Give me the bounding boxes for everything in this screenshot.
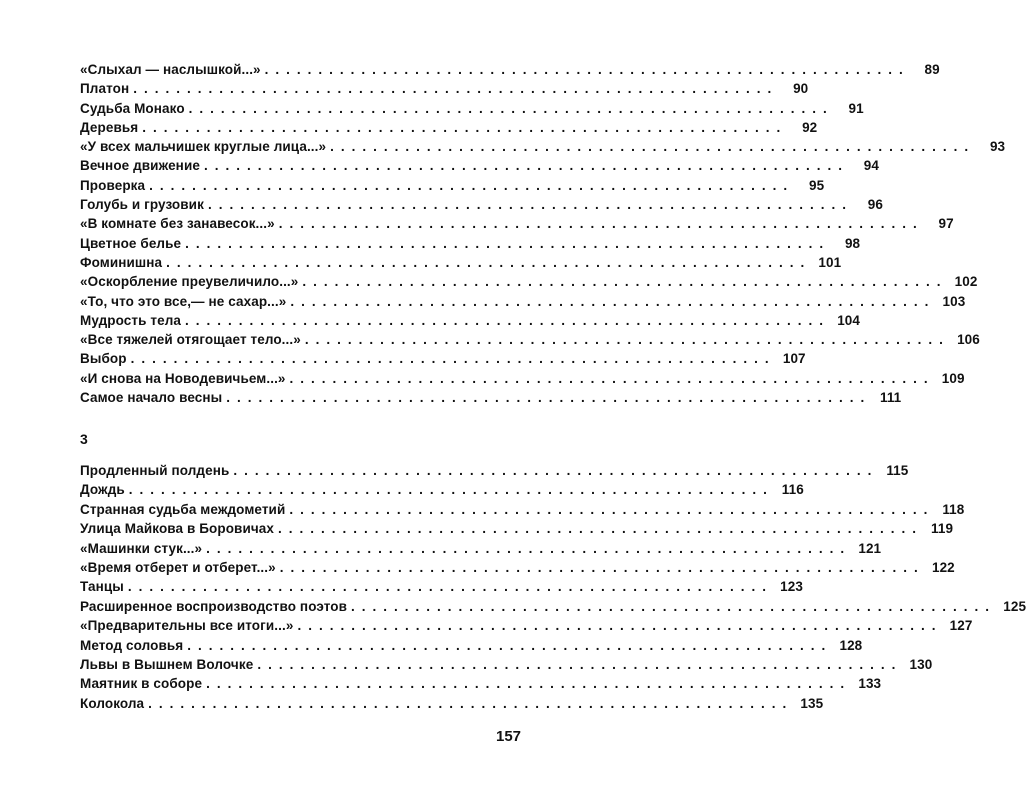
toc-entry [80, 274, 978, 293]
toc-entry [80, 370, 965, 390]
toc-entry [80, 637, 863, 657]
toc-entry-page: 94 [863, 158, 879, 174]
toc-entry-title: Цветное белье [80, 235, 182, 251]
toc-entry-title: Судьба Монако [80, 100, 185, 116]
toc-entry-title: Самое начало весны [80, 390, 223, 406]
toc-entry [80, 235, 861, 255]
toc-entry-page: 102 [954, 274, 978, 290]
dot-leader: ............................................................ [185, 235, 831, 251]
toc-entry-title: Метод соловья [80, 637, 184, 653]
dot-leader: ............................................................ [203, 158, 849, 174]
toc-entry-title: Вечное движение [80, 158, 200, 174]
dot-leader: ............................................................ [187, 637, 833, 653]
toc-entry [80, 482, 804, 501]
toc-entry-page: 89 [924, 62, 940, 77]
toc-entry [80, 293, 966, 313]
toc-entry-title: «Все тяжелей отягощает тело...» [80, 332, 301, 348]
dot-leader: ............................................................ [128, 482, 774, 498]
dot-leader: ............................................................ [304, 332, 950, 348]
toc-entry [80, 119, 818, 139]
toc-entry-page: 119 [930, 521, 954, 537]
toc-entry-page: 118 [942, 501, 965, 517]
toc-entry-title: «Предварительны все итоги...» [80, 618, 294, 634]
toc-entry-page: 104 [837, 312, 861, 328]
dot-leader: ............................................................ [207, 197, 853, 213]
toc-entry-title: Странная судьба междометий [80, 501, 286, 517]
toc-entry-page: 95 [808, 177, 825, 193]
toc-entry-page: 128 [839, 637, 863, 653]
toc-entry [80, 579, 803, 598]
toc-entry-title: «То, что это все,— не сахар...» [80, 293, 287, 309]
toc-entry [80, 197, 883, 216]
toc-entry [80, 618, 973, 637]
toc-entry-title: Фоминишна [80, 254, 163, 270]
toc-entry-page: 91 [848, 100, 864, 116]
toc-entry [80, 695, 824, 715]
toc-entry-page: 107 [782, 351, 806, 367]
toc-entry-page: 111 [879, 390, 902, 406]
toc-entry-title: Расширенное воспроизводство поэтов [80, 598, 348, 614]
dot-leader: ............................................................ [142, 119, 788, 135]
toc-entry-page: 90 [793, 81, 809, 97]
dot-leader: ............................................................ [127, 579, 773, 595]
toc-entry-page: 97 [938, 216, 954, 232]
toc-entry-title: Голубь и грузовик [80, 197, 204, 213]
toc-entry-title: Продленный полдень [80, 463, 230, 478]
toc-entry-title: «Время отберет и отберет...» [80, 559, 276, 575]
dot-leader: ............................................................ [351, 598, 997, 614]
dot-leader: ............................................................ [330, 139, 976, 155]
toc-entry-title: Платон [80, 81, 130, 97]
dot-leader: ............................................................ [233, 463, 879, 478]
section-number: 3 [80, 431, 88, 447]
toc-entry-page: 116 [781, 482, 804, 498]
dot-leader: ............................................................ [257, 656, 903, 672]
toc-entry-page: 127 [949, 618, 973, 634]
toc-entry [80, 390, 902, 409]
toc-entry-page: 96 [867, 197, 883, 213]
toc-entry-page: 101 [818, 254, 842, 270]
toc-entry-page: 135 [800, 695, 824, 711]
dot-leader: ............................................................ [297, 618, 943, 634]
dot-leader: ............................................................ [130, 351, 776, 367]
toc-entry [80, 598, 1026, 618]
toc-entry [80, 81, 809, 100]
toc-entry-page: 93 [989, 139, 1006, 155]
toc-entry-title: Колокола [80, 695, 145, 711]
toc-entry-page: 109 [941, 370, 965, 386]
dot-leader: ............................................................ [278, 521, 924, 537]
toc-entry-page: 122 [931, 559, 955, 575]
toc-entry-page: 123 [780, 579, 803, 595]
toc-entry [80, 332, 980, 351]
toc-entry-title: «В комнате без занавесок...» [80, 216, 275, 232]
toc-entry-title: Выбор [80, 351, 127, 367]
toc-entry-title: Львы в Вышнем Волочке [80, 656, 254, 672]
toc-entry [80, 676, 882, 695]
toc-entry [80, 463, 909, 482]
dot-leader: ............................................................ [148, 695, 794, 711]
dot-leader: ............................................................ [302, 274, 948, 290]
toc-entry-title: «У всех мальчишек круглые лица...» [80, 139, 327, 155]
toc-entry [80, 312, 861, 332]
toc-entry [80, 559, 955, 579]
dot-leader: ............................................................ [289, 501, 935, 517]
dot-leader: ............................................................ [278, 216, 924, 232]
toc-entry-page: 115 [886, 463, 909, 478]
dot-leader: ............................................................ [289, 370, 935, 386]
toc-entry [80, 540, 882, 560]
toc-section-1 [80, 62, 1006, 409]
toc-entry-title: Проверка [80, 177, 146, 193]
toc-entry [80, 501, 965, 521]
toc-entry-page: 130 [909, 656, 933, 672]
toc-entry [80, 177, 825, 197]
dot-leader: ............................................................ [206, 676, 852, 692]
dot-leader: ............................................................ [279, 559, 925, 575]
dot-leader: ............................................................ [149, 177, 795, 193]
toc-entry-page: 125 [1003, 598, 1026, 614]
toc-entry-page: 133 [858, 676, 882, 692]
toc-entry-title: Дождь [80, 482, 125, 498]
toc-entry-title: Мудрость тела [80, 312, 181, 328]
toc-entry-title: Улица Майкова в Боровичах [80, 521, 275, 537]
toc-entry-page: 106 [957, 332, 980, 348]
dot-leader: ............................................................ [184, 312, 831, 328]
dot-leader: ............................................................ [290, 293, 936, 309]
toc-entry-page: 92 [802, 119, 818, 135]
toc-entry-page: 98 [844, 235, 861, 251]
toc-entry [80, 216, 954, 235]
toc-entry-title: Танцы [80, 579, 124, 595]
toc-entry [80, 158, 879, 177]
toc-entry [80, 351, 806, 370]
toc-entry [80, 139, 1006, 158]
toc-entry-title: Маятник в соборе [80, 676, 203, 692]
toc-entry-page: 103 [942, 293, 966, 309]
toc-entry-title: Деревья [80, 119, 139, 135]
page-number: 157 [496, 728, 522, 745]
dot-leader: ............................................................ [264, 62, 910, 77]
dot-leader: ............................................................ [166, 254, 812, 270]
toc-entry [80, 656, 933, 676]
toc-entry-title: «И снова на Новодевичьем...» [80, 370, 286, 386]
dot-leader: ............................................................ [188, 100, 834, 116]
toc-section-3 [80, 463, 1026, 715]
toc-entry [80, 254, 842, 274]
dot-leader: ............................................................ [206, 540, 852, 556]
toc-entry [80, 62, 940, 81]
toc-entry-title: «Слыхал — наслышкой...» [80, 62, 261, 77]
toc-entry [80, 521, 954, 540]
toc-entry-title: «Машинки стук...» [80, 540, 203, 556]
toc-entry [80, 100, 864, 120]
toc-entry-page: 121 [858, 540, 882, 556]
toc-entry-title: «Оскорбление преувеличило...» [80, 274, 299, 290]
dot-leader: ............................................................ [133, 81, 779, 97]
dot-leader: ............................................................ [226, 390, 872, 406]
